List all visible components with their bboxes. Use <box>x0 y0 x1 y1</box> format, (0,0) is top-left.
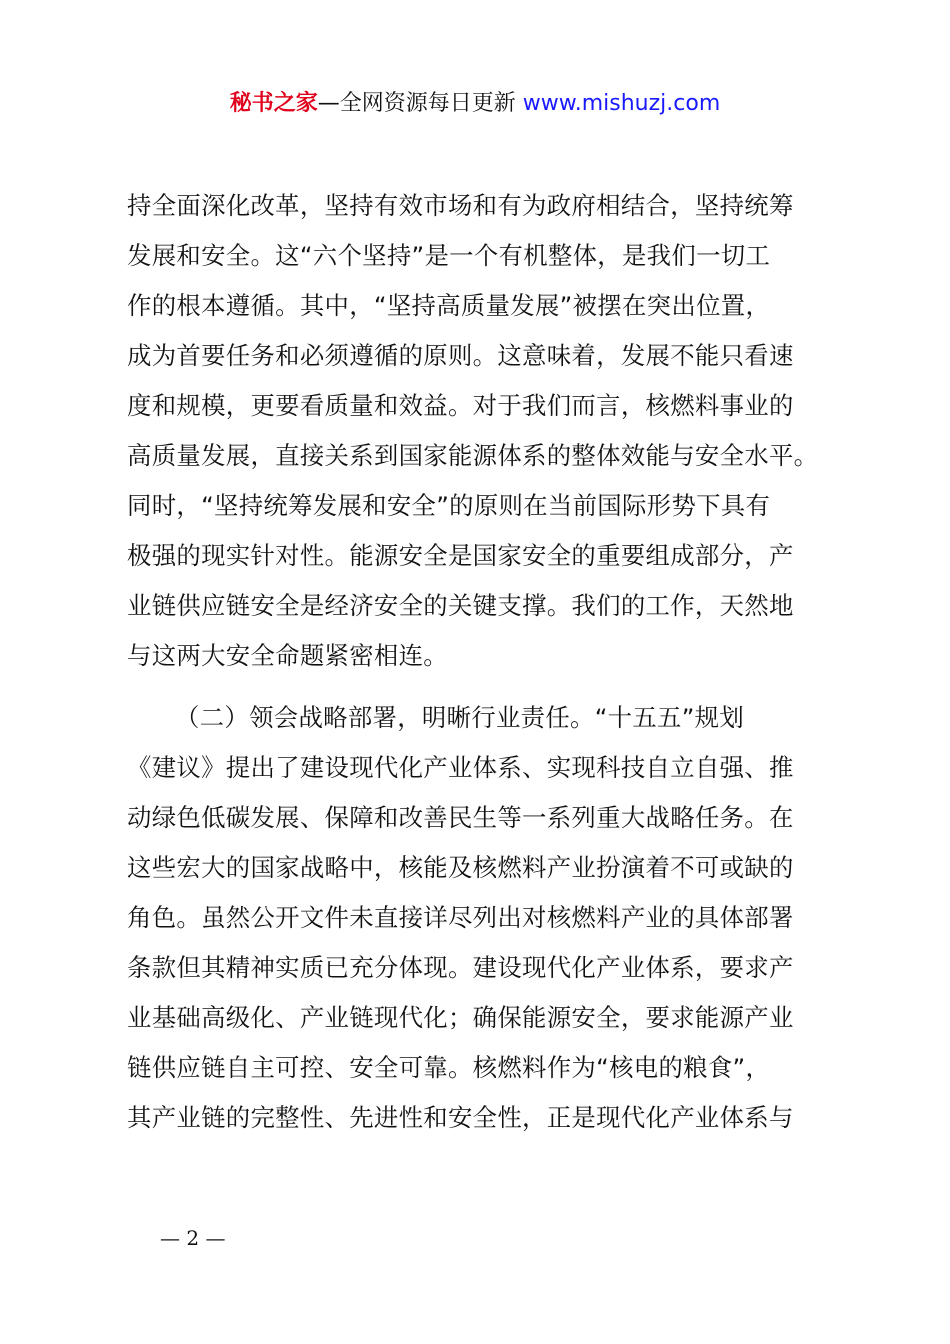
site-url-link[interactable]: www.mishuzj.com <box>522 91 721 116</box>
text-line: 成为首要任务和必须遵循的原则。这意味着，发展不能只看速 <box>127 341 794 370</box>
text-line: 与这两大安全命题紧密相连。 <box>127 641 448 670</box>
brand-name: 秘书之家 <box>229 91 318 116</box>
text-line: 作的根本遵循。其中，“坚持高质量发展”被摆在突出位置， <box>127 291 771 320</box>
text-line: 业链供应链安全是经济安全的关键支撑。我们的工作，天然地 <box>127 591 794 620</box>
text-line: 动绿色低碳发展、保障和改善民生等一系列重大战略任务。在 <box>127 803 794 832</box>
text-line: 链供应链自主可控、安全可靠。核燃料作为“核电的粮食”， <box>127 1053 771 1082</box>
paragraph-gap <box>127 681 837 693</box>
section-heading-line: （二）领会战略部署，明晰行业责任。“十五五”规划 <box>175 703 745 732</box>
text-line: 高质量发展，直接关系到国家能源体系的整体效能与安全水平。 <box>127 441 819 470</box>
text-line: 条款但其精神实质已充分体现。建设现代化产业体系，要求产 <box>127 953 794 982</box>
text-line: 角色。虽然公开文件未直接详尽列出对核燃料产业的具体部署 <box>127 903 794 932</box>
document-body <box>127 181 837 1143</box>
site-header <box>0 86 950 122</box>
text-line: 度和规模，更要看质量和效益。对于我们而言，核燃料事业的 <box>127 391 794 420</box>
text-line: 极强的现实针对性。能源安全是国家安全的重要组成部分，产 <box>127 541 794 570</box>
text-line: 发展和安全。这“六个坚持”是一个有机整体，是我们一切工 <box>127 241 771 270</box>
text-line: 业基础高级化、产业链现代化；确保能源安全，要求能源产业 <box>127 1003 794 1032</box>
text-line: 同时，“坚持统筹发展和安全”的原则在当前国际形势下具有 <box>127 491 771 520</box>
text-line: 这些宏大的国家战略中，核能及核燃料产业扮演着不可或缺的 <box>127 853 794 882</box>
header-tagline: —全网资源每日更新 <box>317 91 516 116</box>
paragraph-1 <box>127 181 837 681</box>
page-number: — 2 — <box>160 1226 226 1250</box>
text-line: 持全面深化改革，坚持有效市场和有为政府相结合，坚持统筹 <box>127 191 794 220</box>
text-line: 其产业链的完整性、先进性和安全性，正是现代化产业体系与 <box>127 1103 794 1132</box>
text-line: 《建议》提出了建设现代化产业体系、实现科技自立自强、推 <box>127 753 794 782</box>
paragraph-2 <box>127 693 837 1143</box>
